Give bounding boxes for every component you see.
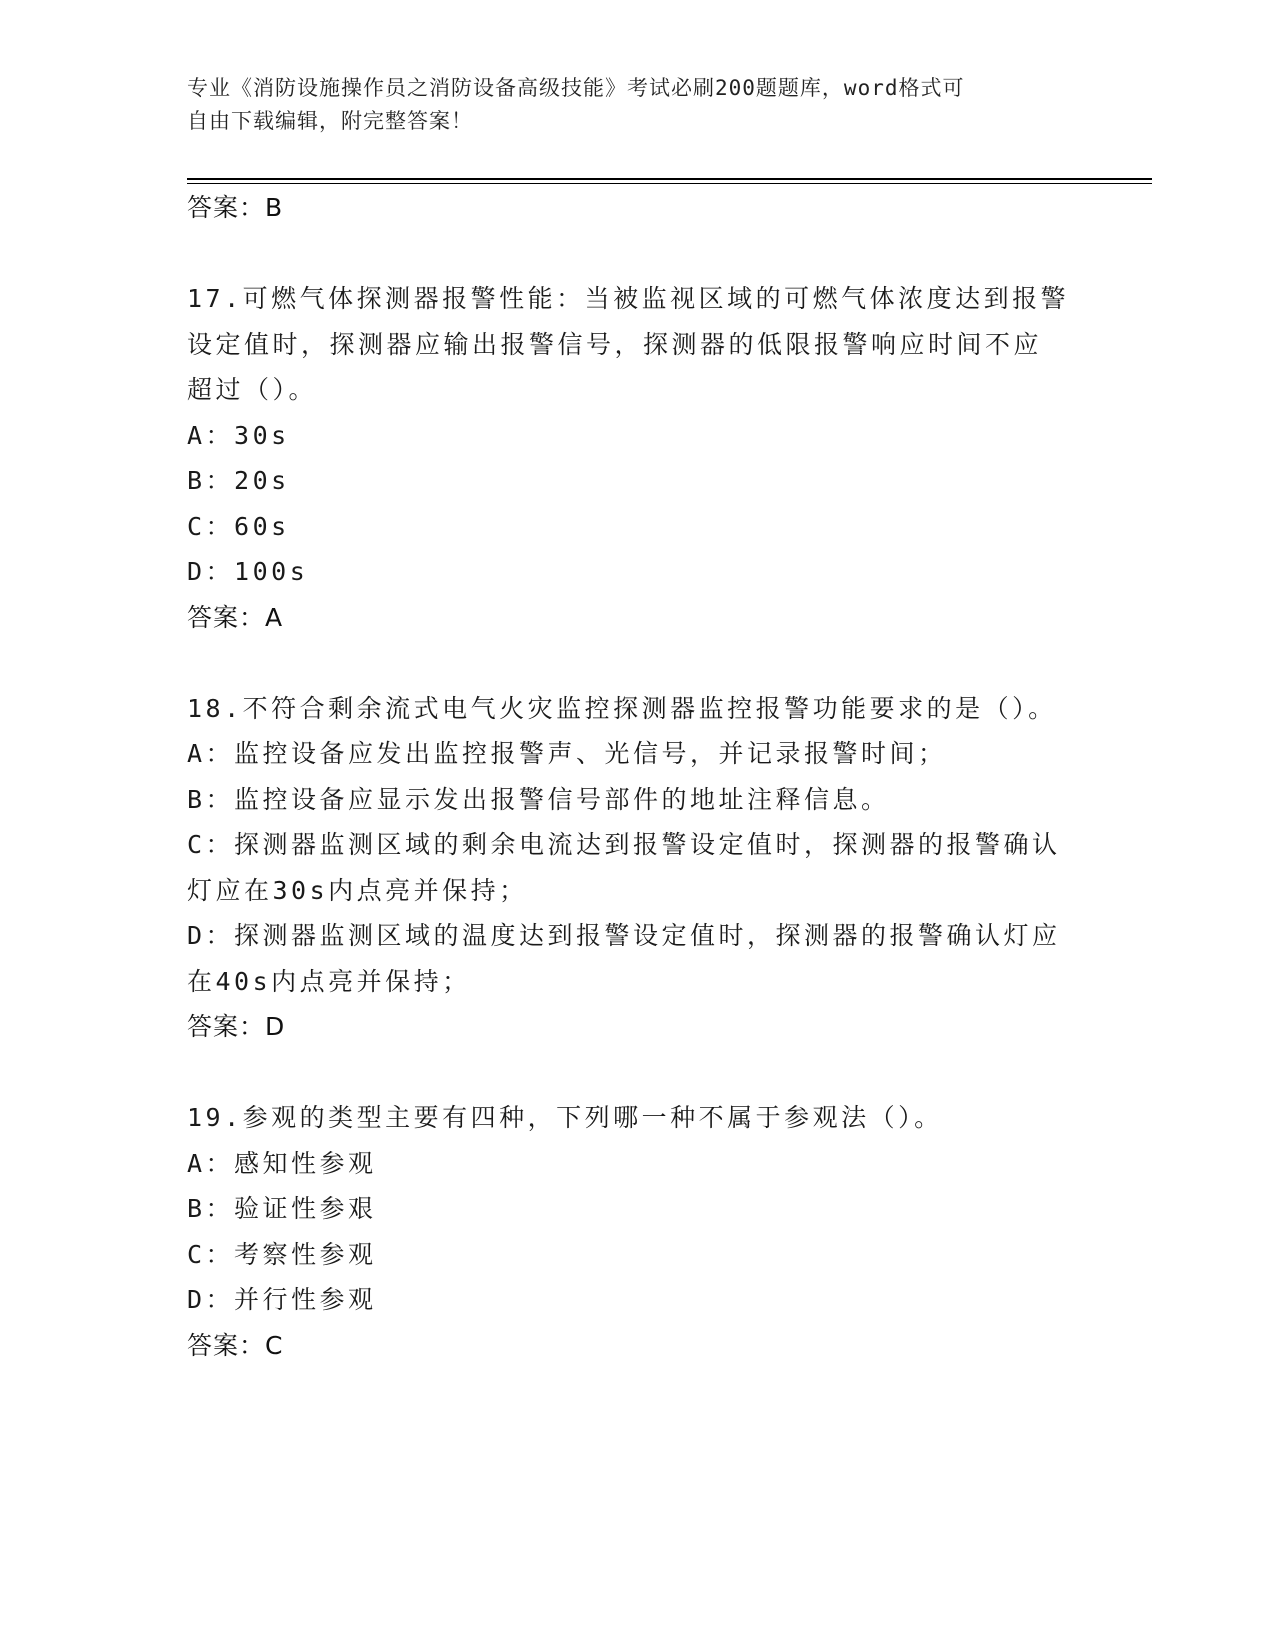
question-18 — [187, 686, 1087, 1050]
document-header — [187, 72, 1087, 138]
spacer — [187, 231, 1087, 277]
question-stem-line: 19.参观的类型主要有四种，下列哪一种不属于参观法（）。 — [187, 1103, 943, 1132]
option-c: C：探测器监测区域的剩余电流达到报警设定值时，探测器的报警确认 — [187, 830, 1061, 859]
option-b: B：验证性参艰 — [187, 1194, 377, 1223]
option-c: C：考察性参观 — [187, 1239, 377, 1269]
option-b: B：监控设备应显示发出报警信号部件的地址注释信息。 — [187, 784, 890, 814]
option-a: A：30s — [187, 420, 290, 450]
question-stem-line: 设定值时，探测器应输出报警信号，探测器的低限报警响应时间不应 — [187, 329, 1043, 359]
question-stem-line: 17.可燃气体探测器报警性能：当被监视区域的可燃气体浓度达到报警 — [187, 284, 1070, 313]
question-stem-line: 18.不符合剩余流式电气火灾监控探测器监控报警功能要求的是（）。 — [187, 693, 1057, 723]
header-line-2: 自由下载编辑，附完整答案！ — [187, 109, 473, 133]
answer-line: 答案：D — [187, 1012, 286, 1041]
header-divider-thin — [187, 183, 1152, 184]
question-stem-line: 超过（）。 — [187, 375, 318, 404]
option-c: C：60s — [187, 511, 290, 541]
option-c-continued: 灯应在30s内点亮并保持； — [187, 875, 528, 905]
spacer — [187, 640, 1087, 686]
header-line-1: 专业《消防设施操作员之消防设备高级技能》考试必刷200题题库，word格式可 — [187, 76, 965, 100]
option-b: B：20s — [187, 466, 290, 495]
question-17 — [187, 276, 1087, 640]
spacer — [187, 1050, 1087, 1096]
option-a: A：感知性参观 — [187, 1148, 377, 1178]
option-a: A：监控设备应发出监控报警声、光信号，并记录报警时间； — [187, 739, 947, 768]
option-d-continued: 在40s内点亮并保持； — [187, 966, 471, 996]
document-body — [187, 185, 1087, 1368]
option-d: D：100s — [187, 557, 309, 586]
header-divider-thick — [187, 178, 1152, 180]
option-d: D：并行性参观 — [187, 1285, 377, 1314]
previous-answer: 答案：B — [187, 193, 284, 222]
answer-line: 答案：A — [187, 602, 284, 632]
answer-line: 答案：C — [187, 1330, 284, 1360]
option-d: D：探测器监测区域的温度达到报警设定值时，探测器的报警确认灯应 — [187, 921, 1061, 950]
question-19 — [187, 1095, 1087, 1368]
